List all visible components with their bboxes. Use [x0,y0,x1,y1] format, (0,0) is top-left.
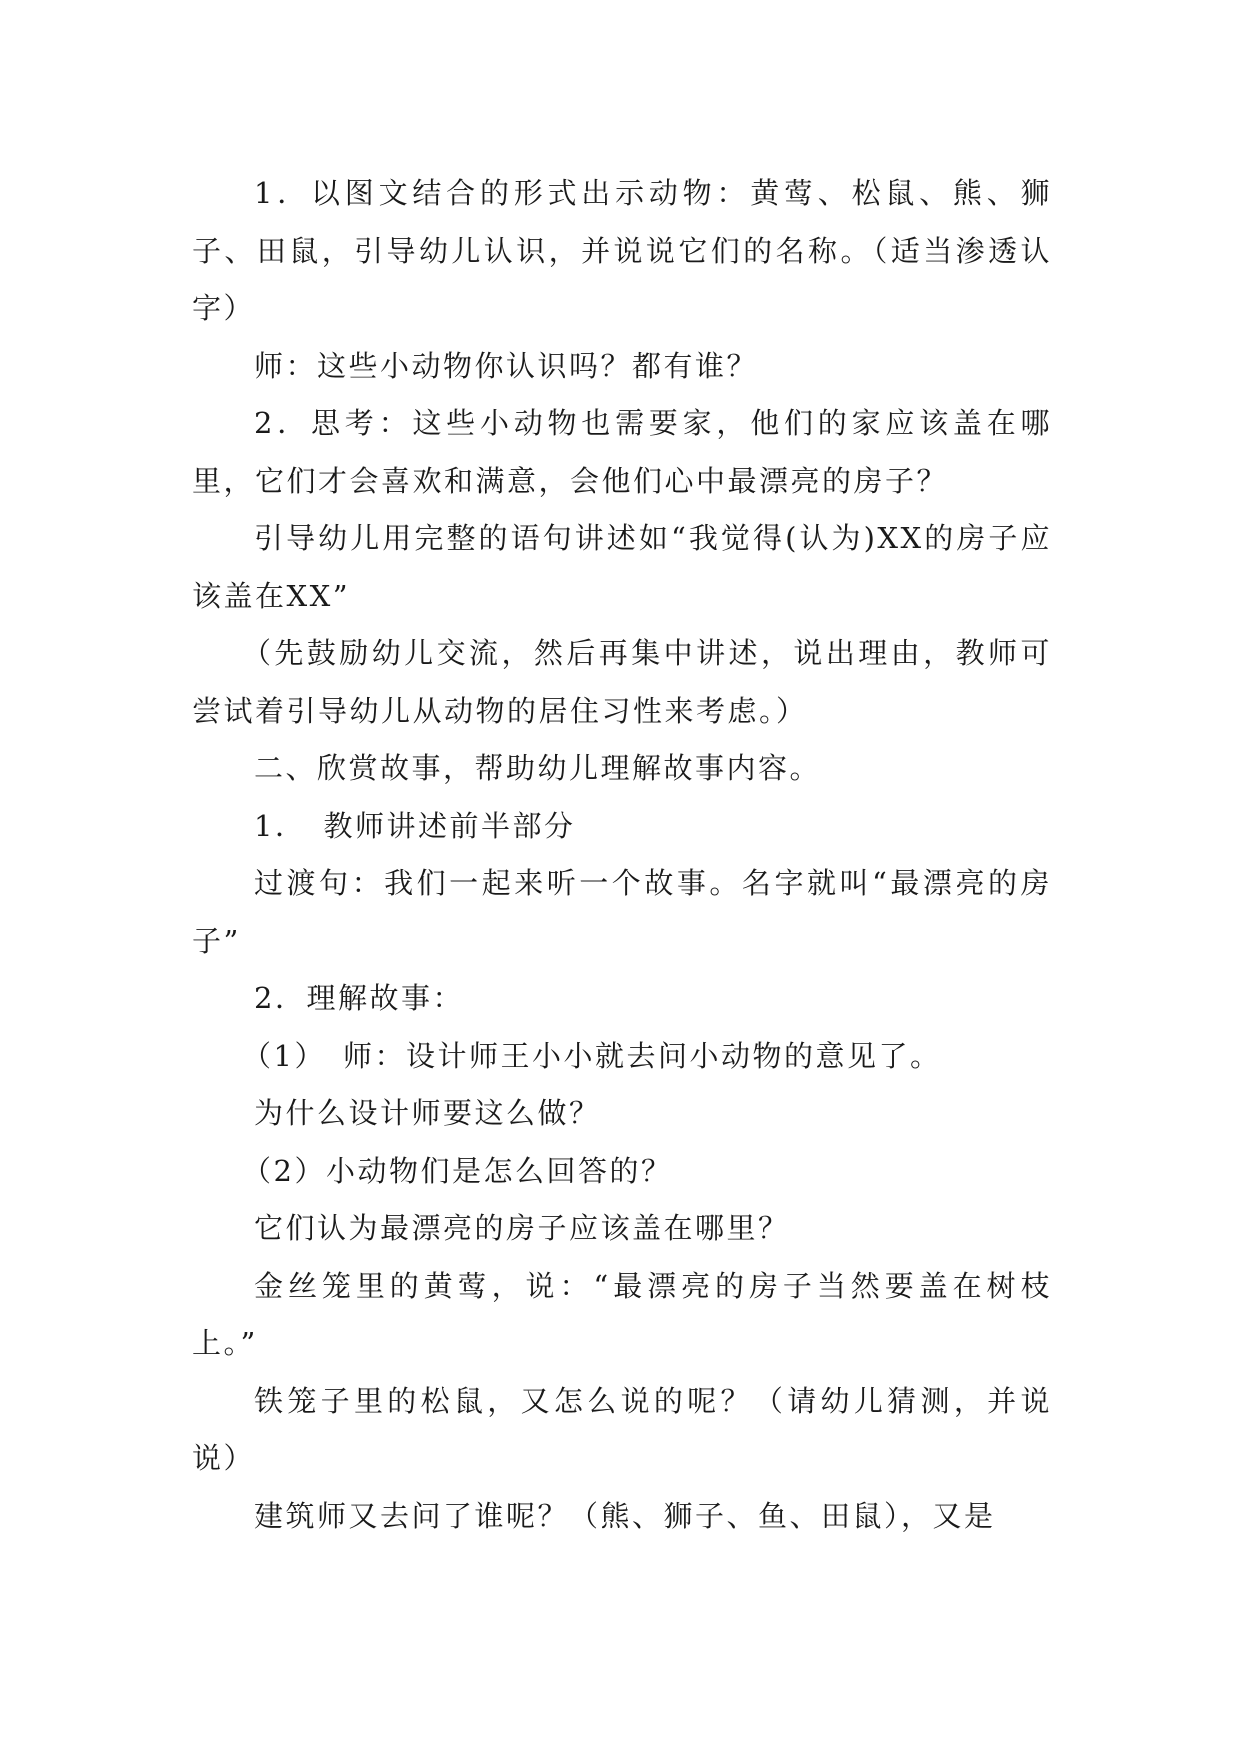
paragraph-teacher-question: 师：这些小动物你认识吗？都有谁？ [254,348,759,383]
paragraph-guide-sentence: 引导幼儿用完整的语句讲述如“我觉得(认为)XX的房子应该盖在XX” [192,521,1052,613]
paragraph-squirrel: 铁笼子里的松鼠，又怎么说的呢？（请幼儿猜测，并说说） [192,1383,1052,1475]
paragraph-encourage: （先鼓励幼儿交流，然后再集中讲述，说出理由，教师可尝试着引导幼儿从动物的居住习性来考虑。） [192,636,1052,728]
paragraph-intro-animals: 1．以图文结合的形式出示动物：黄莺、松鼠、熊、狮子、田鼠，引导幼儿认识，并说说它们的名称。（适当渗透认字） [192,176,1052,325]
paragraph-item-1: （1） 师：设计师王小小就去问小动物的意见了。 [242,1038,942,1073]
paragraph-why: 为什么设计师要这么做？ [254,1096,601,1130]
paragraph-where: 它们认为最漂亮的房子应该盖在哪里？ [254,1211,790,1245]
paragraph-transition: 过渡句：我们一起来听一个故事。名字就叫“最漂亮的房子” [192,866,1052,958]
paragraph-think: 2．思考：这些小动物也需要家，他们的家应该盖在哪里，它们才会喜欢和满意，会他们心中最漂亮的房子？ [192,406,1052,498]
paragraph-understand: 2．理解故事： [254,981,464,1015]
paragraph-oriole: 金丝笼里的黄莺，说：“最漂亮的房子当然要盖在树枝上。” [192,1268,1052,1360]
paragraph-architect: 建筑师又去问了谁呢？（熊、狮子、鱼、田鼠），又是 [254,1498,996,1533]
paragraph-item-2: （2）小动物们是怎么回答的？ [242,1153,673,1188]
document-body [192,165,1052,1545]
paragraph-section-two: 二、欣赏故事，帮助幼儿理解故事内容。 [254,751,822,785]
paragraph-teacher-tells: 1． 教师讲述前半部分 [254,808,576,843]
